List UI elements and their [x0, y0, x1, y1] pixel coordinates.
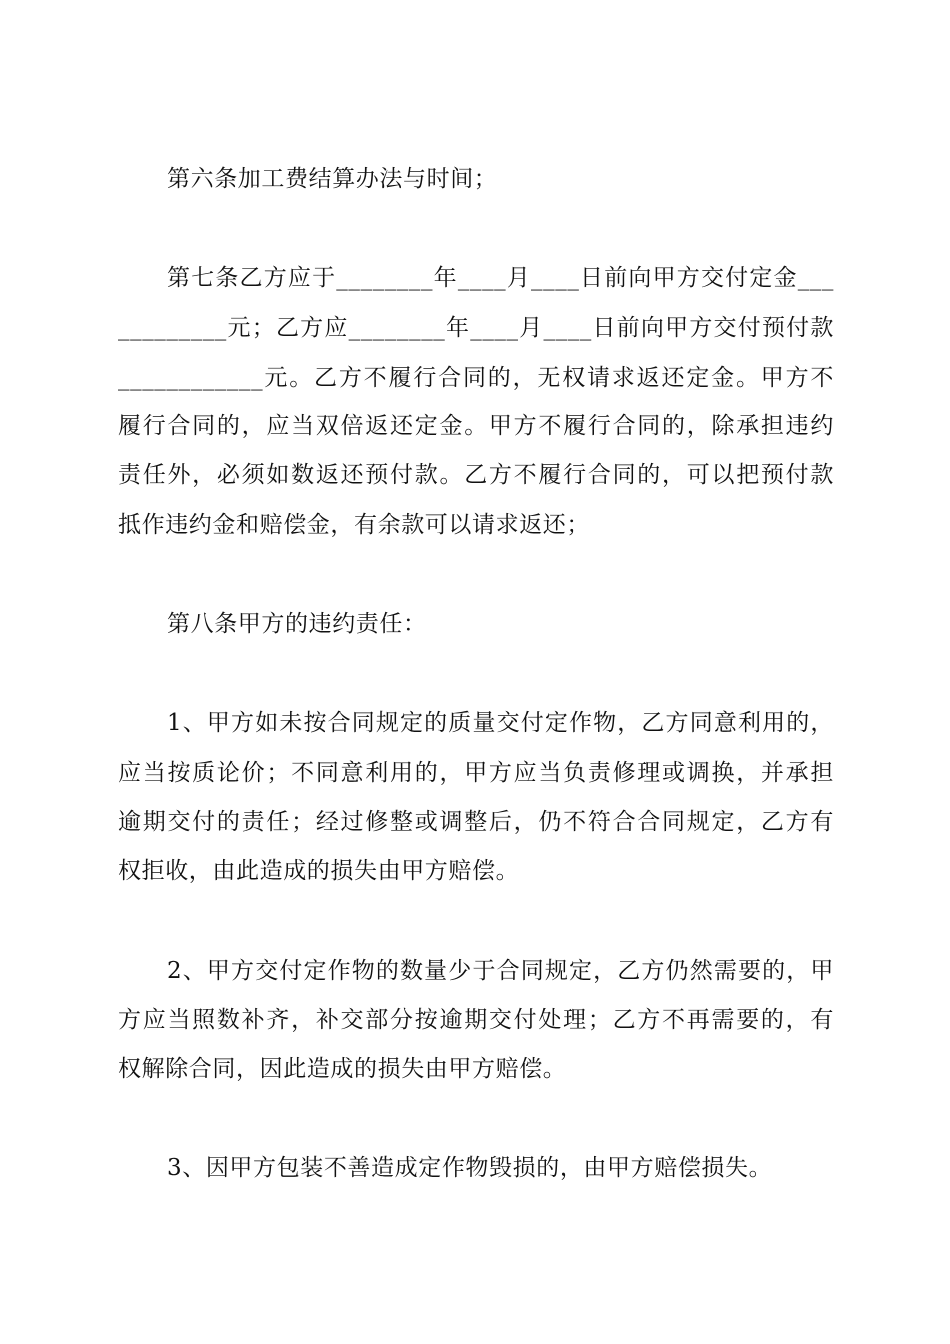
article-7-line-5: 责任外，必须如数返还预付款。乙方不履行合同的，可以把预付款	[118, 462, 834, 488]
article-7-line-2: _________元；乙方应________年____月____日前向甲方交付预付款	[118, 315, 834, 341]
clause-1-line-4: 权拒收，由此造成的损失由甲方赔偿。	[118, 858, 520, 884]
clause-1-line-2: 应当按质论价；不同意利用的，甲方应当负责修理或调换，并承担	[118, 760, 834, 786]
article-7-line-6: 抵作违约金和赔偿金，有余款可以请求返还；	[118, 512, 590, 538]
clause-1-line-1: 1、甲方如未按合同规定的质量交付定作物，乙方同意利用的，	[167, 710, 834, 736]
article-6-heading: 第六条加工费结算办法与时间；	[167, 166, 498, 192]
clause-3-line-1: 3、因甲方包装不善造成定作物毁损的，由甲方赔偿损失。	[167, 1155, 773, 1181]
clause-2-line-1: 2、甲方交付定作物的数量少于合同规定，乙方仍然需要的，甲	[167, 958, 834, 984]
clause-2-line-3: 权解除合同，因此造成的损失由甲方赔偿。	[118, 1056, 567, 1082]
article-7-line-1: 第七条乙方应于________年____月____日前向甲方交付定金___	[167, 265, 834, 291]
article-7-line-4: 履行合同的，应当双倍返还定金。甲方不履行合同的，除承担违约	[118, 413, 834, 439]
clause-1-line-3: 逾期交付的责任；经过修整或调整后，仍不符合合同规定，乙方有	[118, 809, 834, 835]
clause-2-line-2: 方应当照数补齐，补交部分按逾期交付处理；乙方不再需要的，有	[118, 1007, 834, 1033]
article-8-heading: 第八条甲方的违约责任：	[167, 611, 427, 637]
article-7-line-3: ____________元。乙方不履行合同的，无权请求返还定金。甲方不	[118, 365, 834, 391]
